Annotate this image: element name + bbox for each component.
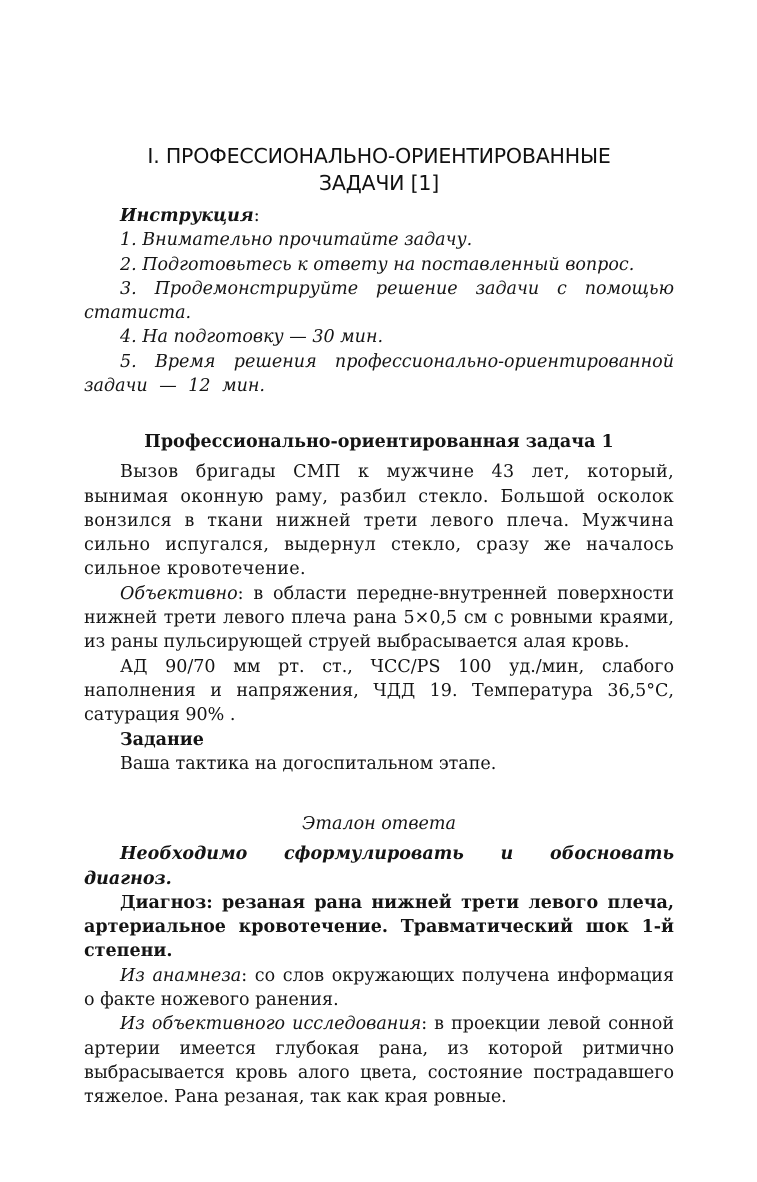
instruction-heading: Инструкция [120, 206, 254, 226]
instruction-item-4: 4. На подготовку — 30 мин. [120, 327, 384, 348]
instruction-item-1: 1. Внимательно прочитайте задачу. [120, 230, 473, 251]
instruction-item-3: 3. Продемонстрируйте решение задачи с помощью статиста. [84, 278, 674, 324]
anamnesis-text: : со слов окружающих получена информация о факте ножевого ранения. [84, 965, 674, 1011]
instruction-item-5: 5. Время решения профессионально-ориентированной задачи — 12 мин. [84, 351, 674, 397]
task-heading: Профессионально-ориентированная задача 1 [144, 432, 614, 452]
chapter-title-line-1: I. ПРОФЕССИОНАЛЬНО-ОРИЕНТИРОВАННЫЕ [147, 144, 611, 168]
task-block [84, 430, 674, 776]
exam-label: Из объективного исследования [120, 1014, 422, 1035]
objective-label: Объективно [120, 583, 238, 604]
chapter-title [84, 143, 674, 197]
instruction-heading-line [84, 204, 674, 228]
task-paragraph-1: Вызов бригады СМП к мужчине 43 лет, который, вынимая оконную раму, разбил стекло. Большой осколок вонзился в ткани нижней трети левого плеча. Мужчина сильно испугался, выдернул стекло, сразу же началось сильное кровотечение. [84, 462, 674, 580]
task-paragraph-3: АД 90/70 мм рт. ст., ЧСС/PS 100 уд./мин, слабого наполнения и напряжения, ЧДД 19. Температура 36,5°С, сатурация 90% . [84, 656, 674, 726]
objective-text: : в области передне-внутренней поверхности нижней трети левого плеча рана 5×0,5 см с ровными краями, из раны пульсирующей струей выбрасывается алая кровь. [84, 583, 674, 653]
anamnesis-label: Из анамнеза [120, 965, 242, 986]
assignment-text: Ваша тактика на догоспитальном этапе. [120, 753, 497, 774]
answer-lead: Необходимо сформулировать и обосновать диагноз. [84, 844, 674, 889]
assignment-heading: Задание [120, 729, 204, 750]
answer-diagnosis: Диагноз: резаная рана нижней трети левого плеча, артериальное кровотечение. Травматический шок 1-й степени. [84, 892, 674, 962]
instruction-colon: : [253, 206, 260, 226]
instruction-block [84, 204, 674, 398]
answer-anamnesis [84, 964, 674, 1013]
answer-exam [84, 1012, 674, 1109]
task-paragraph-2 [84, 582, 674, 655]
answer-block [84, 812, 674, 1110]
instruction-item-2: 2. Подготовьтесь к ответу на поставленный вопрос. [120, 254, 635, 275]
answer-heading: Эталон ответа [302, 814, 456, 834]
exam-text: : в проекции левой сонной артерии имеется глубокая рана, из которой ритмично выбрасывается кровь алого цвета, состояние пострадавшего тяжелое. Рана резаная, так как края ровные. [84, 1014, 674, 1108]
chapter-title-line-2: ЗАДАЧИ [1] [318, 171, 440, 195]
